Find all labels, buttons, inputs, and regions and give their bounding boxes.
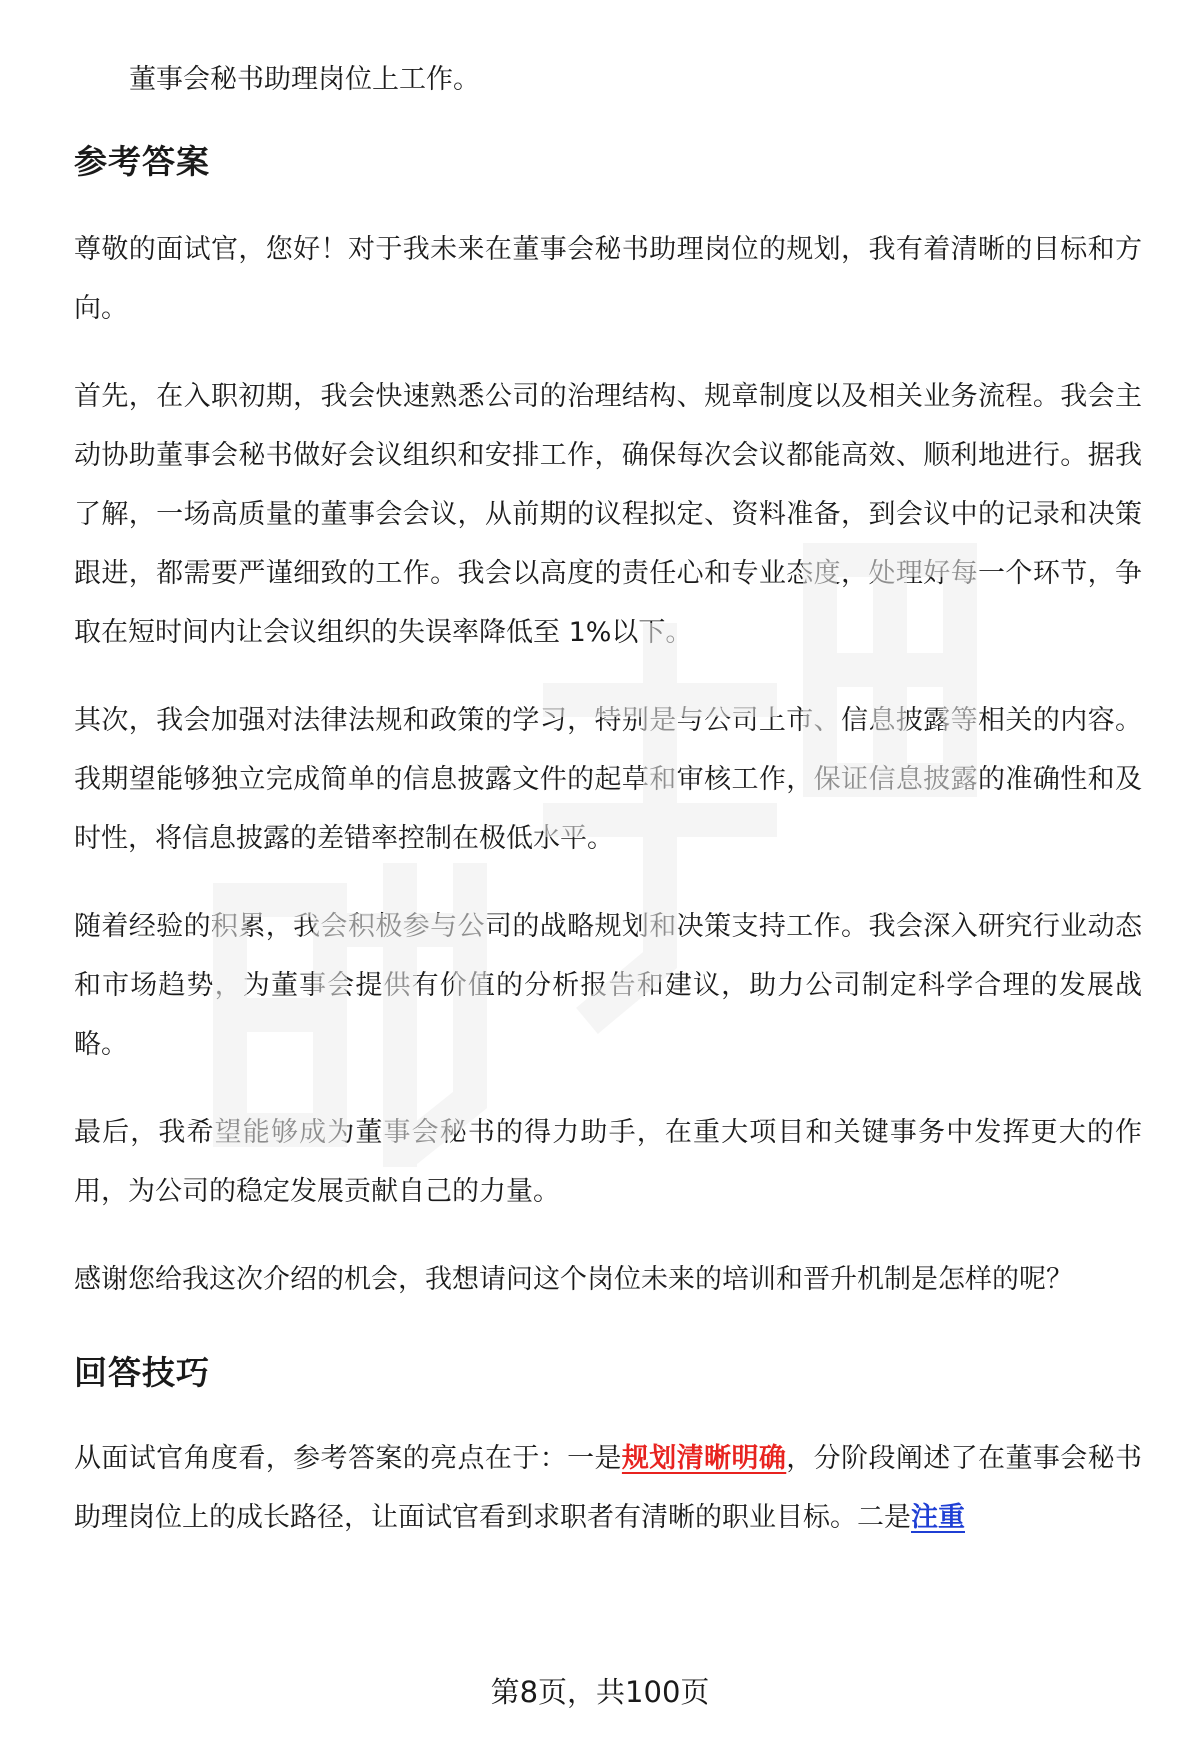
highlight-emphasis: 注重 (911, 1502, 965, 1533)
answer-paragraph: 尊敬的面试官，您好！对于我未来在董事会秘书助理岗位的规划，我有着清晰的目标和方向。 (74, 234, 1142, 324)
answer-paragraph: 其次，我会加强对法律法规和政策的学习，特别是与公司上市、信息披露等相关的内容。我期望能够独立完成简单的信息披露文件的起草和审核工作，保证信息披露的准确性和及时性，将信息披露的差错率控制在极低水平。 (74, 705, 1142, 854)
lead-text: 董事会秘书助理岗位上工作。 (129, 64, 480, 95)
tips-text-2: ，分阶段阐述了在董事会秘书助理岗位上的成长路径，让面试官看到求职者有清晰的职业目标。二是 (74, 1443, 1143, 1533)
highlight-planning-clear: 规划清晰明确 (621, 1443, 787, 1474)
tips-text-1: 从面试官角度看，参考答案的亮点在于：一是 (74, 1443, 622, 1474)
page-number-footer: 第8页，共100页 (490, 1675, 710, 1709)
tips-heading: 回答技巧 (74, 1353, 210, 1392)
answer-paragraph: 随着经验的积累，我会积极参与公司的战略规划和决策支持工作。我会深入研究行业动态和市场趋势，为董事会提供有价值的分析报告和建议，助力公司制定科学合理的发展战略。 (74, 911, 1142, 1060)
answer-paragraph: 首先，在入职初期，我会快速熟悉公司的治理结构、规章制度以及相关业务流程。我会主动协助董事会秘书做好会议组织和安排工作，确保每次会议都能高效、顺利地进行。据我了解，一场高质量的董事会会议，从前期的议程拟定、资料准备，到会议中的记录和决策跟进，都需要严谨细致的工作。我会以高度的责任心和专业态度，处理好每一个环节，争取在短时间内让会议组织的失误率降低至 1%以下。 (74, 381, 1142, 648)
answer-paragraph: 感谢您给我这次介绍的机会，我想请问这个岗位未来的培训和晋升机制是怎样的呢？ (74, 1264, 1073, 1295)
tips-paragraph (74, 1429, 1142, 1547)
answer-heading: 参考答案 (74, 142, 210, 181)
answer-paragraph: 最后，我希望能够成为董事会秘书的得力助手，在重大项目和关键事务中发挥更大的作用，为公司的稳定发展贡献自己的力量。 (74, 1117, 1142, 1207)
